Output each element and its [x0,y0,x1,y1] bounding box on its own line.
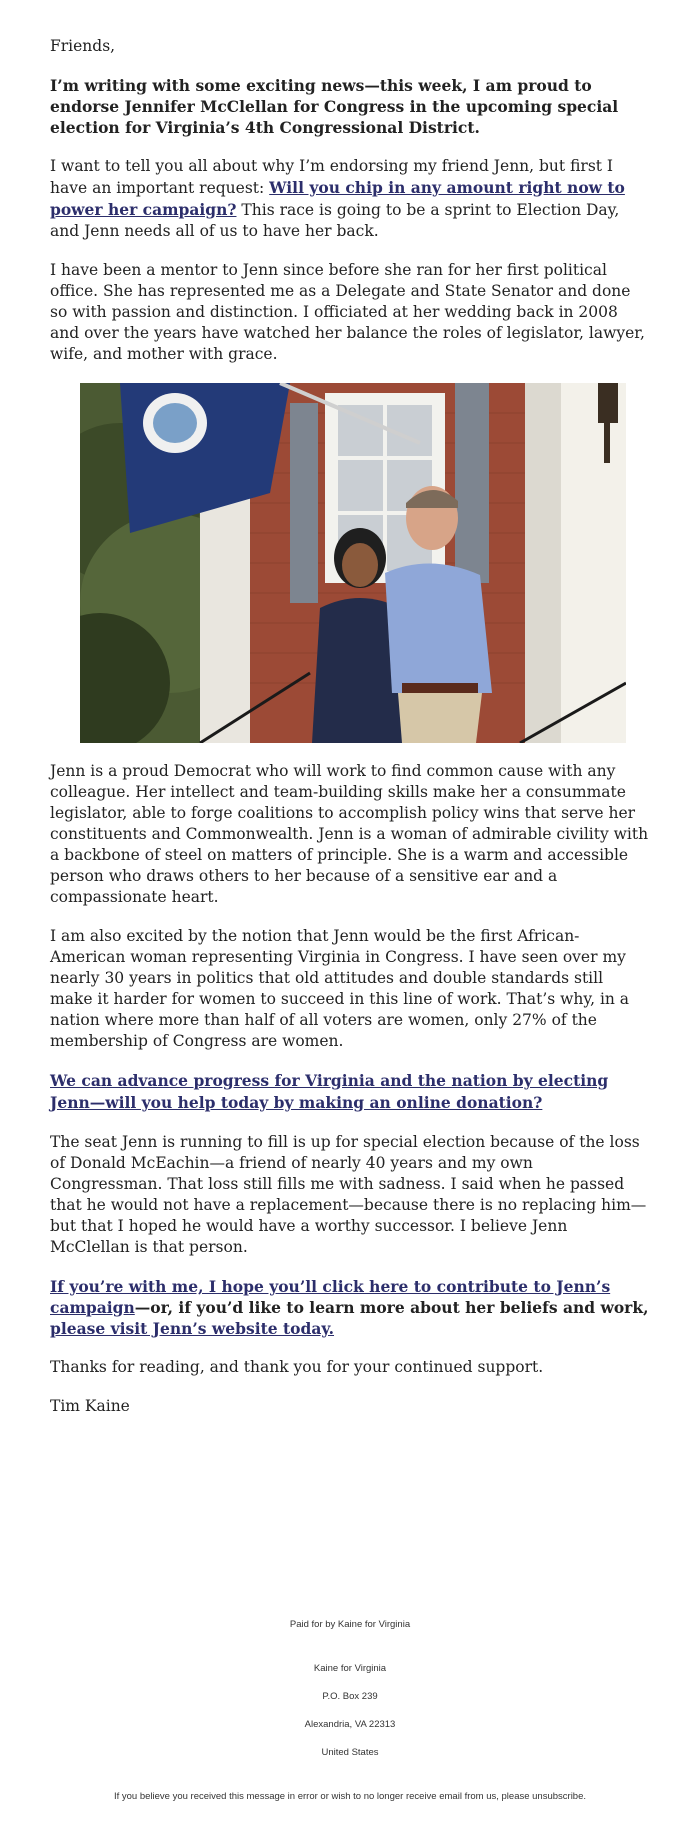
paid-for-disclaimer: Paid for by Kaine for Virginia [289,1619,411,1630]
email-body [50,36,650,1435]
first-woman-paragraph: I am also excited by the notion that Jenn would be the first African-American woman representing Virginia in Congress. I have seen over my nearly 30 years in politics that old attitudes and double standards still make it harder for women to succeed in this line of work. That’s why, in a nation where more than half of all voters are women, only 27% of the membership of Congress are women. [50,927,630,1050]
donation-cta-paragraph [50,1070,650,1114]
unsubscribe-notice[interactable]: If you believe you received this message in error or wish to no longer receive email from us, please unsubscribe. [113,1791,587,1802]
website-link[interactable]: please visit Jenn’s website today. [50,1319,335,1338]
footer-po-box: P.O. Box 239 [322,1691,378,1702]
mentor-paragraph: I have been a mentor to Jenn since before she ran for her first political office. She has represented me as a Delegate and State Senator and done so with passion and distinction. I officiated at her wedding back in 2008 and over the years have watched her balance the roles of legislator, lawyer, wife, and mother with grace. [50,261,645,363]
footer-country: United States [321,1747,379,1758]
thanks-paragraph: Thanks for reading, and thank you for your continued support. [50,1358,544,1376]
intro-paragraph: I’m writing with some exciting news—this week, I am proud to endorse Jennifer McClellan for Congress in the upcoming special election for Virginia’s 4th Congressional District. [50,76,619,137]
greeting: Friends, [50,37,116,55]
footer-org-name: Kaine for Virginia [313,1663,387,1674]
endorsement-photo [80,383,626,743]
successor-paragraph: The seat Jenn is running to fill is up for special election because of the loss of Donald McEachin—a friend of nearly 40 years and my own Congressman. That loss still fills me with sadness. I said when he passed that he would not have a replacement—because there is no replacing him—but that I hoped he would have a worthy successor. I believe Jenn McClellan is that person. [50,1133,647,1256]
democrat-paragraph: Jenn is a proud Democrat who will work to find common cause with any colleague. Her intellect and team-building skills make her a consummate legislator, able to forge coalitions to accomplish policy wins that serve her constituents and Commonwealth. Jenn is a woman of admirable civility with a backbone of steel on matters of principle. She is a warm and accessible person who draws others to her because of a sensitive ear and a compassionate heart. [50,762,649,906]
photo-illustration [80,383,626,743]
donation-link[interactable]: We can advance progress for Virginia and the nation by electing Jenn—will you help today by making an online donation? [50,1071,609,1112]
request-paragraph: I want to tell you all about why I’m endorsing my friend Jenn, but first I have an important request: Will you chip in any amount right now to power her campaign? This race is going to be a sprint to Election Day, and Jenn needs all of us to have her back. [50,157,625,240]
contribute-link[interactable]: If you’re with me, I hope you’ll click here to contribute to Jenn’s campaign [50,1277,611,1317]
signature: Tim Kaine [50,1397,130,1415]
contribute-paragraph: If you’re with me, I hope you’ll click here to contribute to Jenn’s campaign—or, if you’d like to learn more about her beliefs and work, please visit Jenn’s website today. [50,1277,649,1338]
footer-city: Alexandria, VA 22313 [304,1719,396,1730]
chip-in-link[interactable]: Will you chip in any amount right now to power her campaign? [50,178,625,219]
